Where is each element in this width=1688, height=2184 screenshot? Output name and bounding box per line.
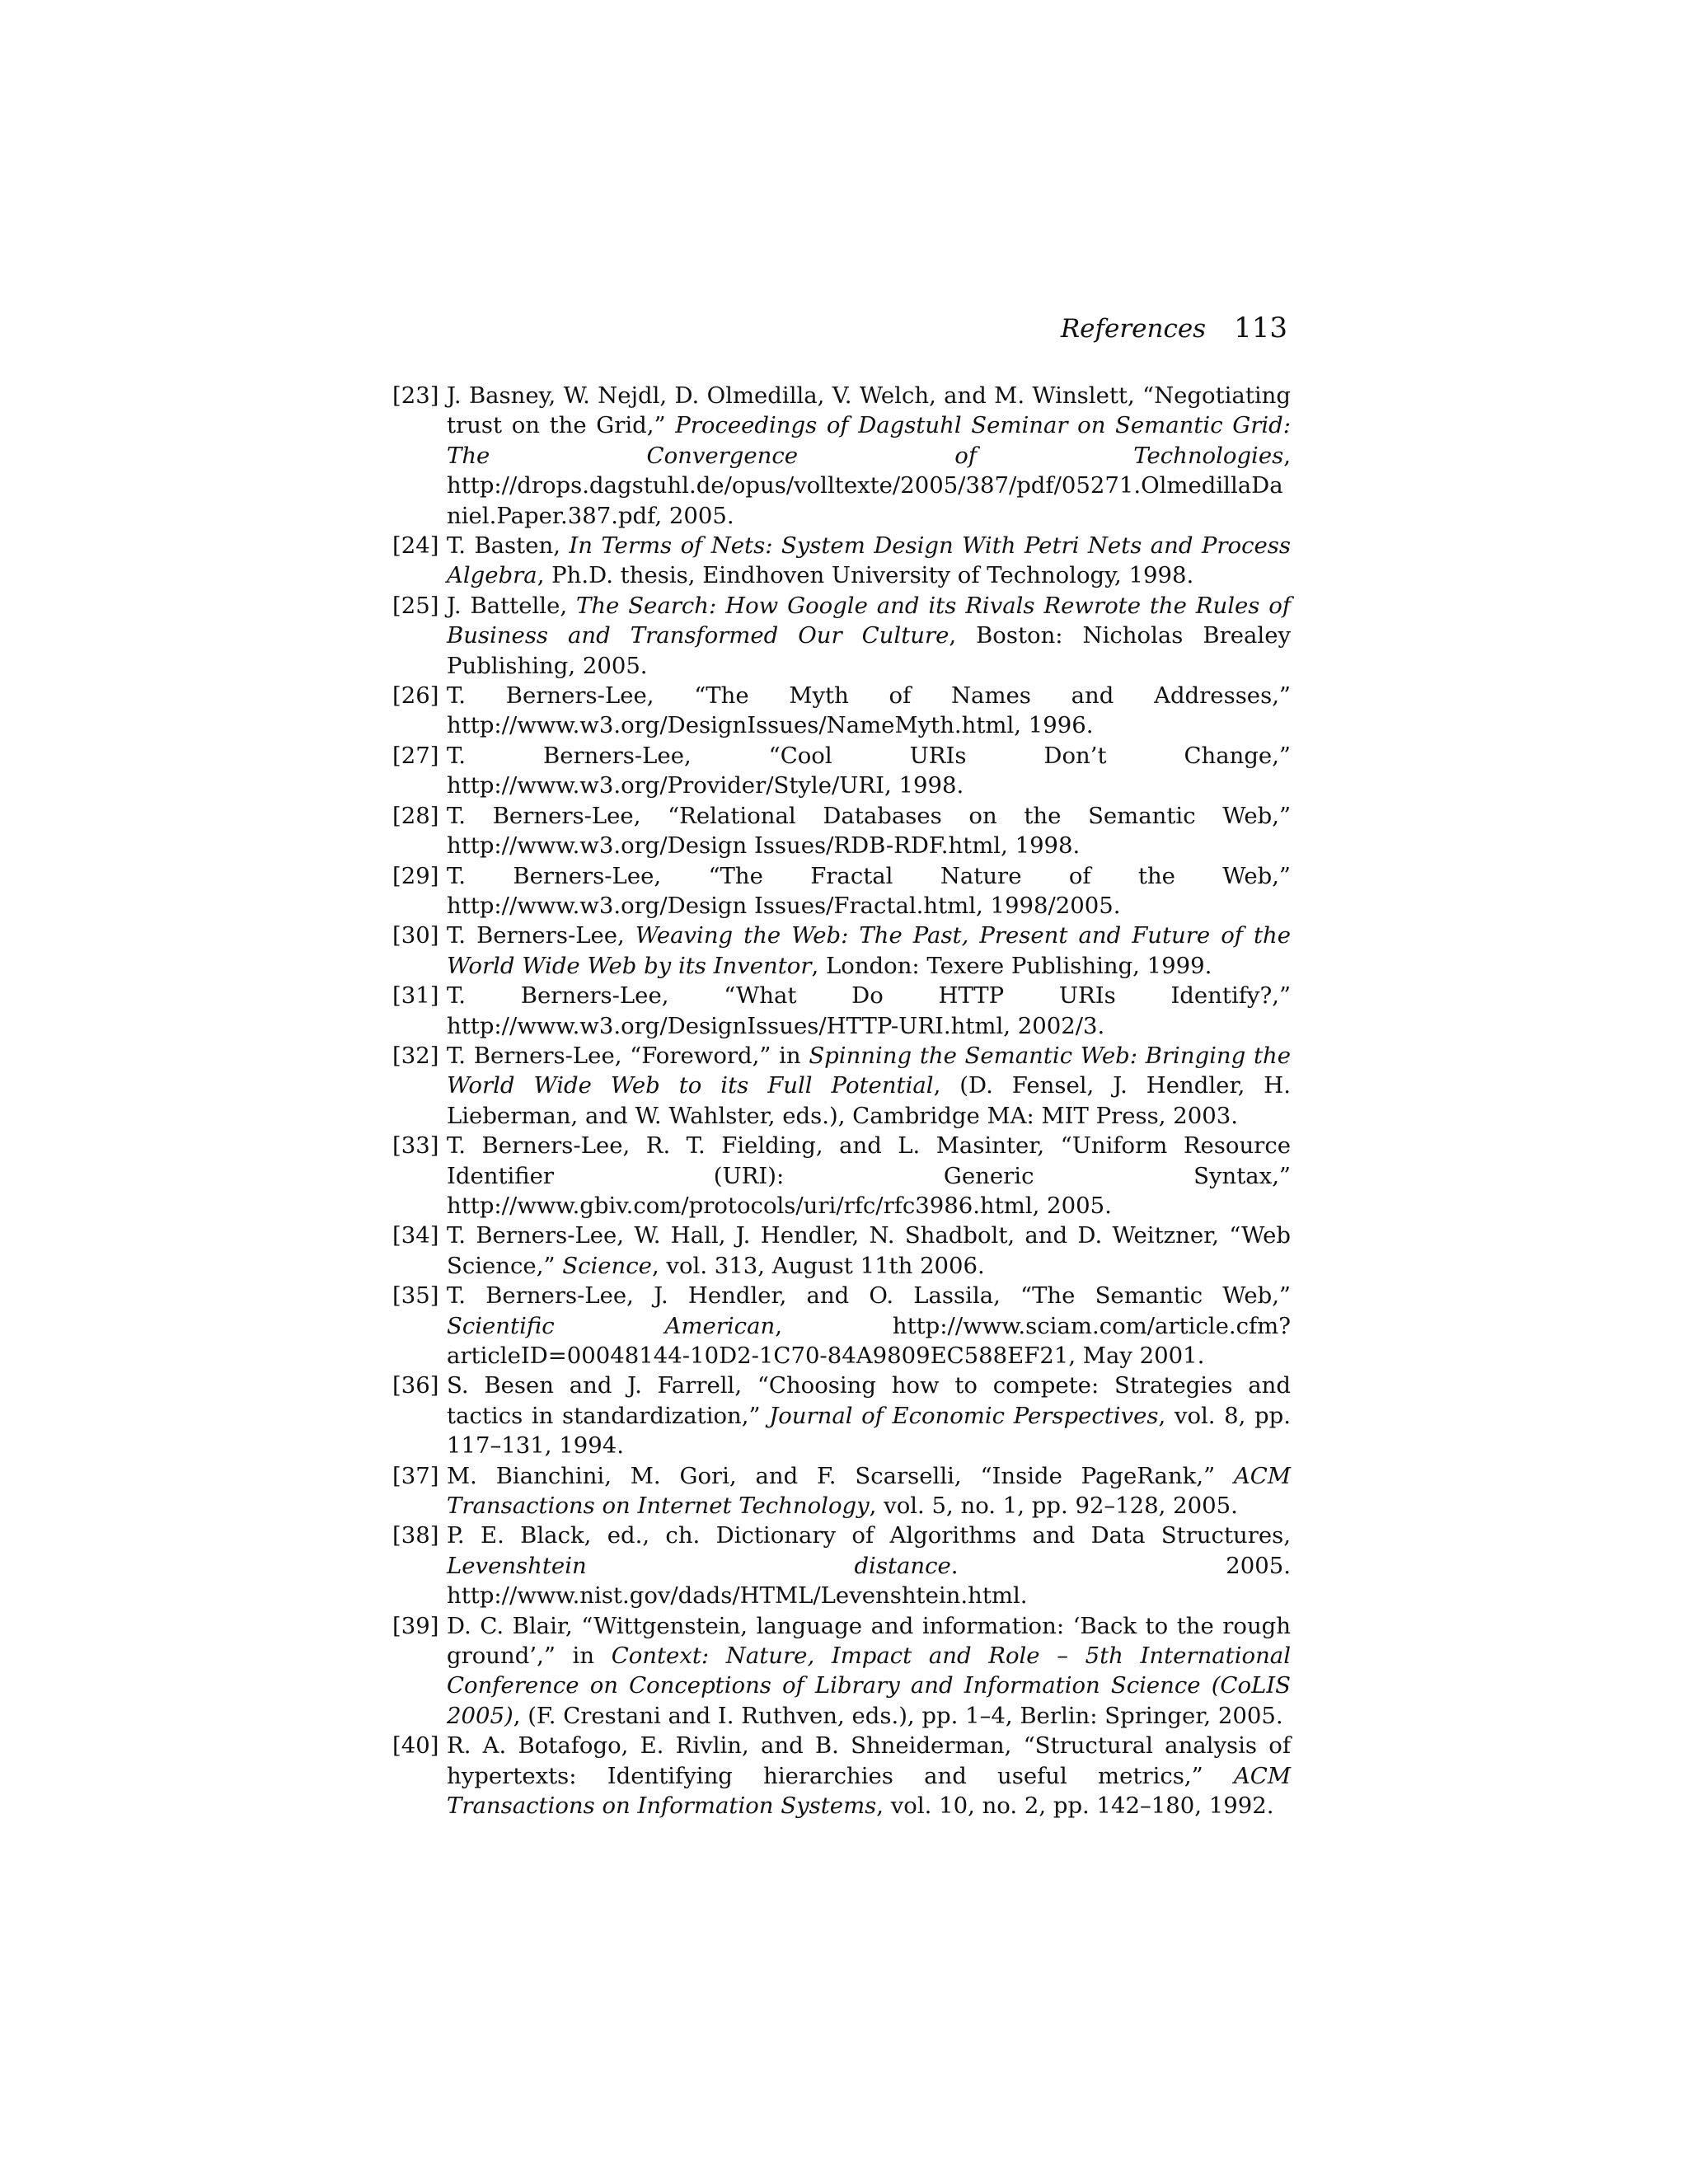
reference-text: T. Berners-Lee, J. Hendler, and O. Lassila, “The Semantic Web,”: [447, 1282, 1291, 1310]
reference-text: T. Berners-Lee, “The Myth of Names and Addresses,” http://www.w3.org/DesignIssues/NameMyth.html, 1996.: [447, 682, 1291, 739]
reference-number: [29]: [392, 862, 439, 889]
running-head-section: References: [1060, 314, 1207, 344]
reference-number: [26]: [392, 682, 439, 710]
reference-text-tail: , vol. 10, no. 2, pp. 142–180, 1992.: [876, 1793, 1274, 1820]
reference-text: T. Berners-Lee, “Cool URIs Don’t Change,” http://www.w3.org/Provider/Style/URI, 1998.: [447, 742, 1291, 799]
reference-entry: [392, 1221, 1291, 1281]
reference-text-tail: , London: Texere Publishing, 1999.: [811, 952, 1212, 979]
reference-text-tail: , Ph.D. thesis, Eindhoven University of Technology, 1998.: [537, 562, 1194, 589]
reference-title-italic: Scientific American: [447, 1312, 776, 1339]
reference-entry: [392, 1371, 1291, 1460]
reference-entry: [392, 1041, 1291, 1131]
reference-entry: [392, 531, 1291, 591]
reference-number: [36]: [392, 1372, 439, 1399]
reference-text-tail: , Boston: Nicholas Brealey Publishing, 2005.: [447, 622, 1291, 679]
reference-entry: [392, 1461, 1291, 1521]
reference-number: [30]: [392, 922, 439, 949]
reference-number: [23]: [392, 382, 439, 409]
reference-list: [392, 381, 1291, 1821]
reference-text: P. E. Black, ed., ch. Dictionary of Algorithms and Data Structures,: [447, 1522, 1291, 1549]
reference-number: [25]: [392, 592, 439, 619]
reference-text-tail: , vol. 5, no. 1, pp. 92–128, 2005.: [869, 1493, 1238, 1520]
reference-text-tail: , vol. 313, August 11th 2006.: [651, 1252, 985, 1279]
reference-number: [37]: [392, 1462, 439, 1489]
reference-text-tail: , http://www.sciam.com/article.cfm?articleID=00048144-10D2-1C70-84A9809EC588EF21, May 2001.: [447, 1312, 1291, 1369]
reference-number: [35]: [392, 1282, 439, 1310]
reference-text: M. Bianchini, M. Gori, and F. Scarselli, “Inside PageRank,”: [447, 1462, 1234, 1489]
reference-text-tail: . 2005. http://www.nist.gov/dads/HTML/Levenshtein.html.: [447, 1552, 1291, 1610]
reference-text: J. Battelle,: [447, 592, 576, 619]
reference-entry: [392, 861, 1291, 921]
reference-entry: [392, 681, 1291, 741]
reference-entry: [392, 741, 1291, 801]
reference-title-italic: The Search: How Google and its Rivals Rewrote the Rules of Business and Transformed Our Culture: [447, 592, 1292, 649]
reference-number: [31]: [392, 982, 439, 1010]
reference-title-italic: Weaving the Web: The Past, Present and Future of the World Wide Web by its Inventor: [447, 922, 1291, 979]
reference-number: [28]: [392, 802, 439, 829]
reference-title-italic: Levenshtein distance: [447, 1552, 951, 1579]
reference-text: T. Basten,: [447, 532, 570, 560]
reference-entry: [392, 1131, 1291, 1221]
reference-entry: [392, 801, 1291, 861]
page-number: 113: [1234, 312, 1287, 344]
reference-title-italic: Journal of Economic Perspectives: [769, 1402, 1159, 1429]
reference-entry: [392, 921, 1291, 981]
reference-title-italic: In Terms of Nets: System Design With Petri Nets and Process Algebra: [447, 532, 1291, 589]
reference-text: S. Besen and J. Farrell, “Choosing how to compete: Strategies and tactics in standardization,”: [447, 1372, 1291, 1429]
reference-title-italic: Science: [562, 1252, 652, 1279]
reference-text-tail: , vol. 8, pp. 117–131, 1994.: [447, 1402, 1291, 1460]
reference-number: [39]: [392, 1612, 439, 1639]
reference-number: [32]: [392, 1042, 439, 1069]
reference-text: T. Berners-Lee, W. Hall, J. Hendler, N. Shadbolt, and D. Weitzner, “Web Science,”: [447, 1222, 1291, 1279]
reference-number: [34]: [392, 1222, 439, 1249]
reference-entry: [392, 1281, 1291, 1371]
reference-text: T. Berners-Lee,: [447, 922, 635, 949]
reference-number: [24]: [392, 532, 439, 560]
reference-text: T. Berners-Lee, “What Do HTTP URIs Identify?,” http://www.w3.org/DesignIssues/HTTP-URI.html, 2002/3.: [447, 982, 1291, 1039]
reference-text-tail: , http://drops.dagstuhl.de/opus/volltexte/2005/387/pdf/05271.OlmedillaDaniel.Paper.387.pdf, 2005.: [447, 442, 1291, 529]
reference-entry: [392, 1731, 1291, 1821]
reference-entry: [392, 1521, 1291, 1610]
running-head: [394, 312, 1287, 351]
reference-text: T. Berners-Lee, “Relational Databases on the Semantic Web,” http://www.w3.org/Design Issues/RDB-RDF.html, 1998.: [447, 802, 1291, 860]
reference-text: T. Berners-Lee, “Foreword,” in: [447, 1042, 809, 1069]
reference-text: T. Berners-Lee, “The Fractal Nature of the Web,” http://www.w3.org/Design Issues/Fractal.html, 1998/2005.: [447, 862, 1291, 919]
reference-title-italic: Proceedings of Dagstuhl Seminar on Semantic Grid: The Convergence of Technologies: [447, 412, 1292, 469]
reference-text: J. Basney, W. Nejdl, D. Olmedilla, V. Welch, and M. Winslett, “Negotiating trust on the Grid,”: [447, 382, 1291, 439]
reference-title-italic: ACM Transactions on Information Systems: [447, 1762, 1291, 1820]
reference-text: D. C. Blair, “Wittgenstein, language and information: ‘Back to the rough ground’,” in: [447, 1612, 1291, 1670]
reference-number: [33]: [392, 1132, 439, 1160]
reference-title-italic: Context: Nature, Impact and Role – 5th International Conference on Conceptions of Library and Information Science (CoLIS 2005): [447, 1643, 1291, 1729]
reference-title-italic: Spinning the Semantic Web: Bringing the World Wide Web to its Full Potential: [447, 1042, 1291, 1099]
reference-number: [38]: [392, 1522, 439, 1549]
reference-text: R. A. Botafogo, E. Rivlin, and B. Shneiderman, “Structural analysis of hypertexts: Identifying hierarchies and useful metrics,”: [447, 1732, 1291, 1789]
reference-text-tail: , (D. Fensel, J. Hendler, H. Lieberman, and W. Wahlster, eds.), Cambridge MA: MIT Press, 2003.: [447, 1072, 1291, 1129]
reference-entry: [392, 381, 1291, 531]
reference-text: T. Berners-Lee, R. T. Fielding, and L. Masinter, “Uniform Resource Identifier (URI): Generic Syntax,” http://www.gbiv.com/protocols/uri/rfc/rfc3986.html, 2005.: [447, 1132, 1291, 1219]
reference-entry: [392, 1611, 1291, 1732]
reference-number: [40]: [392, 1732, 439, 1760]
reference-number: [27]: [392, 742, 439, 769]
reference-text-tail: , (F. Crestani and I. Ruthven, eds.), pp. 1–4, Berlin: Springer, 2005.: [513, 1702, 1283, 1729]
reference-title-italic: ACM Transactions on Internet Technology: [447, 1462, 1291, 1520]
reference-entry: [392, 591, 1291, 681]
reference-entry: [392, 981, 1291, 1041]
